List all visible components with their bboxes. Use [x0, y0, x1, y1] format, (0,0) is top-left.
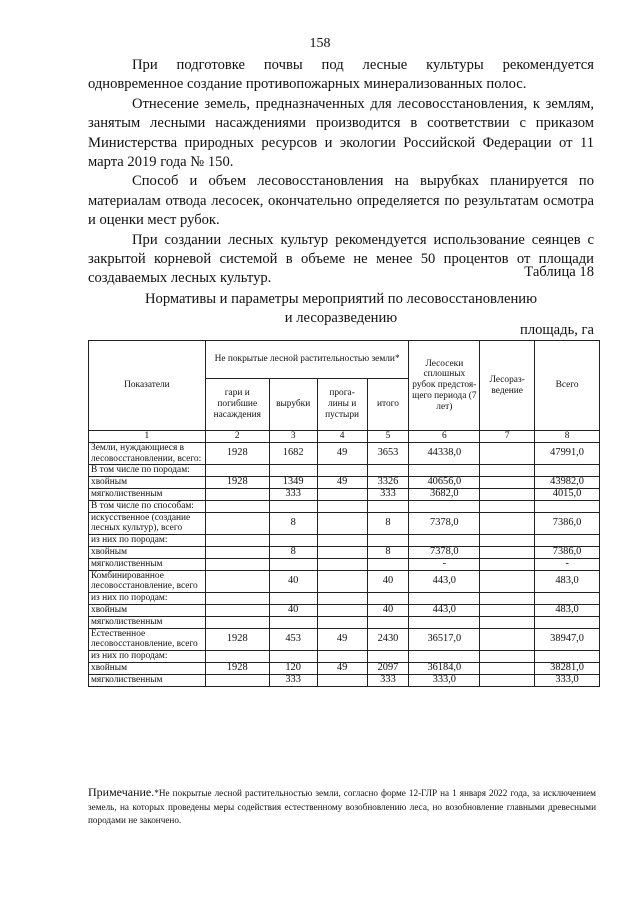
cell-value: [269, 500, 317, 512]
cell-value: [317, 488, 367, 500]
header-clearcuts: вырубки: [269, 379, 317, 431]
table-row: [89, 442, 600, 465]
cell-value: 38947,0: [535, 628, 600, 651]
table-row: [89, 593, 600, 605]
row-label: В том числе по породам:: [89, 465, 206, 477]
cell-value: [317, 535, 367, 547]
cell-value: [317, 558, 367, 570]
column-number: 3: [269, 431, 317, 443]
cell-value: 40: [269, 570, 317, 593]
cell-value: [205, 500, 269, 512]
cell-value: [367, 616, 409, 628]
cell-value: 7378,0: [409, 512, 480, 535]
column-number: 7: [480, 431, 535, 443]
cell-value: [480, 651, 535, 663]
cell-value: [409, 535, 480, 547]
note-label: Примечание.: [88, 785, 155, 799]
header-total: итого: [367, 379, 409, 431]
cell-value: 333: [367, 674, 409, 686]
cell-value: 43982,0: [535, 477, 600, 489]
column-number: 1: [89, 431, 206, 443]
cell-value: [317, 500, 367, 512]
cell-value: [367, 535, 409, 547]
cell-value: [409, 500, 480, 512]
cell-value: 47991,0: [535, 442, 600, 465]
cell-value: [269, 465, 317, 477]
table-row: [89, 512, 600, 535]
header-glades: прога-лины и пустыри: [317, 379, 367, 431]
cell-value: [480, 570, 535, 593]
cell-value: 1928: [205, 662, 269, 674]
row-label: мягколиственным: [89, 558, 206, 570]
row-label: хвойным: [89, 662, 206, 674]
paragraph: Способ и объем лесовосстановления на вырубках планируется по материалам отвода лесосек, окончательно определяется по результатам осмотра и оценки мест рубок.: [88, 173, 594, 229]
cell-value: 1682: [269, 442, 317, 465]
header-indicators: Показатели: [89, 341, 206, 431]
cell-value: [480, 604, 535, 616]
cell-value: [409, 465, 480, 477]
paragraph: При подготовке почвы под лесные культуры рекомендуется одновременное создание противопожарных минерализованных полос.: [88, 57, 594, 93]
cell-value: 333,0: [535, 674, 600, 686]
cell-value: 2430: [367, 628, 409, 651]
cell-value: [205, 558, 269, 570]
cell-value: [480, 535, 535, 547]
cell-value: [367, 593, 409, 605]
cell-value: [480, 546, 535, 558]
cell-value: [269, 616, 317, 628]
cell-value: 40: [367, 570, 409, 593]
row-label: из них по породам:: [89, 535, 206, 547]
cell-value: 49: [317, 442, 367, 465]
cell-value: 8: [269, 546, 317, 558]
cell-value: [480, 662, 535, 674]
cell-value: 7378,0: [409, 546, 480, 558]
header-burnt: гари и погибшие насаждения: [205, 379, 269, 431]
cell-value: [205, 674, 269, 686]
cell-value: [367, 500, 409, 512]
cell-value: [317, 593, 367, 605]
cell-value: 36517,0: [409, 628, 480, 651]
table-title-line: Нормативы и параметры мероприятий по лесовосстановлению: [145, 291, 537, 307]
cell-value: [535, 651, 600, 663]
cell-value: [367, 651, 409, 663]
row-label: Естественное лесовосстановление, всего: [89, 628, 206, 651]
cell-value: [205, 651, 269, 663]
cell-value: 333: [269, 674, 317, 686]
header-cutting-areas: Лесосеки сплошных рубок предстоя-щего периода (7 лет): [409, 341, 480, 431]
cell-value: 7386,0: [535, 512, 600, 535]
cell-value: 44338,0: [409, 442, 480, 465]
cell-value: 333,0: [409, 674, 480, 686]
cell-value: [269, 651, 317, 663]
cell-value: -: [535, 558, 600, 570]
column-number: 2: [205, 431, 269, 443]
cell-value: [205, 570, 269, 593]
cell-value: -: [409, 558, 480, 570]
cell-value: [535, 465, 600, 477]
row-label: хвойным: [89, 477, 206, 489]
cell-value: [535, 616, 600, 628]
body-text: [88, 56, 594, 289]
cell-value: 4015,0: [535, 488, 600, 500]
cell-value: [480, 674, 535, 686]
cell-value: [480, 500, 535, 512]
cell-value: 1928: [205, 442, 269, 465]
row-label: из них по породам:: [89, 651, 206, 663]
row-label: из них по породам:: [89, 593, 206, 605]
table-row: [89, 558, 600, 570]
table-row: [89, 616, 600, 628]
cell-value: [269, 558, 317, 570]
cell-value: [317, 616, 367, 628]
cell-value: [205, 512, 269, 535]
norms-table: [88, 340, 600, 687]
cell-value: 483,0: [535, 570, 600, 593]
column-number: 6: [409, 431, 480, 443]
cell-value: [317, 546, 367, 558]
cell-value: 40: [269, 604, 317, 616]
cell-value: [205, 465, 269, 477]
cell-value: 36184,0: [409, 662, 480, 674]
table-row: [89, 651, 600, 663]
header-afforestation: Лесораз-ведение: [480, 341, 535, 431]
row-label: В том числе по способам:: [89, 500, 206, 512]
cell-value: 8: [367, 546, 409, 558]
column-number: 8: [535, 431, 600, 443]
cell-value: [535, 500, 600, 512]
column-number: 5: [367, 431, 409, 443]
table-title: [88, 290, 594, 328]
cell-value: 40: [367, 604, 409, 616]
cell-value: [317, 604, 367, 616]
cell-value: [409, 616, 480, 628]
table-row: [89, 570, 600, 593]
table-row: [89, 535, 600, 547]
header-not-covered: Не покрытые лесной растительностью земли*: [205, 341, 409, 379]
cell-value: [480, 477, 535, 489]
cell-value: [205, 535, 269, 547]
cell-value: [317, 570, 367, 593]
cell-value: 49: [317, 628, 367, 651]
cell-value: 7386,0: [535, 546, 600, 558]
cell-value: [317, 651, 367, 663]
cell-value: 8: [367, 512, 409, 535]
cell-value: [480, 593, 535, 605]
cell-value: 38281,0: [535, 662, 600, 674]
row-label: мягколиственным: [89, 674, 206, 686]
table-unit: площадь, га: [520, 322, 594, 338]
row-label: Комбинированное лесовосстановление, всего: [89, 570, 206, 593]
table-number: Таблица 18: [524, 264, 594, 280]
cell-value: 40656,0: [409, 477, 480, 489]
table-title-line: и лесоразведению: [284, 310, 398, 326]
cell-value: 120: [269, 662, 317, 674]
table-row: [89, 674, 600, 686]
column-number: 4: [317, 431, 367, 443]
cell-value: [480, 558, 535, 570]
cell-value: 333: [367, 488, 409, 500]
cell-value: [205, 488, 269, 500]
cell-value: 453: [269, 628, 317, 651]
table-row: [89, 488, 600, 500]
cell-value: 333: [269, 488, 317, 500]
cell-value: [317, 465, 367, 477]
cell-value: 1349: [269, 477, 317, 489]
cell-value: [367, 558, 409, 570]
cell-value: [269, 593, 317, 605]
cell-value: [480, 442, 535, 465]
cell-value: [409, 651, 480, 663]
table-row: [89, 477, 600, 489]
paragraph: Отнесение земель, предназначенных для лесовосстановления, к землям, занятым лесными насаждениями производится в соответствии с приказом Министерства природных ресурсов и экологии Российской Федерации от 11 марта 2019 года № 150.: [88, 95, 594, 171]
cell-value: [535, 593, 600, 605]
cell-value: 3326: [367, 477, 409, 489]
row-label: Земли, нуждающиеся в лесовосстановлении, всего:: [89, 442, 206, 465]
cell-value: 2097: [367, 662, 409, 674]
table-row: [89, 628, 600, 651]
cell-value: [480, 616, 535, 628]
cell-value: [205, 546, 269, 558]
cell-value: [409, 593, 480, 605]
cell-value: [205, 604, 269, 616]
cell-value: 483,0: [535, 604, 600, 616]
cell-value: [317, 512, 367, 535]
cell-value: [205, 616, 269, 628]
cell-value: 49: [317, 477, 367, 489]
cell-value: [367, 465, 409, 477]
row-label: мягколиственным: [89, 488, 206, 500]
row-label: хвойным: [89, 604, 206, 616]
table-row: [89, 662, 600, 674]
column-number-row: [89, 431, 600, 443]
cell-value: 1928: [205, 628, 269, 651]
table-row: [89, 500, 600, 512]
row-label: искусственное (создание лесных культур), всего: [89, 512, 206, 535]
cell-value: [480, 465, 535, 477]
cell-value: [480, 512, 535, 535]
cell-value: 443,0: [409, 570, 480, 593]
cell-value: 8: [269, 512, 317, 535]
header-grand-total: Всего: [535, 341, 600, 431]
note-text: *Не покрытые лесной растительностью земли, согласно форме 12-ГЛР на 1 января 2022 года, за исключением земель, на которых проведены меры содействия естественному возобновлению леса, но возобновление главными древесными породами не закончено.: [88, 788, 596, 825]
cell-value: 443,0: [409, 604, 480, 616]
table-row: [89, 604, 600, 616]
cell-value: 1928: [205, 477, 269, 489]
cell-value: [269, 535, 317, 547]
cell-value: 3653: [367, 442, 409, 465]
table-row: [89, 465, 600, 477]
cell-value: [535, 535, 600, 547]
cell-value: [205, 593, 269, 605]
cell-value: 49: [317, 662, 367, 674]
row-label: хвойным: [89, 546, 206, 558]
cell-value: 3682,0: [409, 488, 480, 500]
paragraph: При создании лесных культур рекомендуется использование сеянцев с закрытой корневой системой в объеме не менее 50 процентов от площади создаваемых лесных культур.: [88, 231, 594, 287]
cell-value: [480, 628, 535, 651]
page-number: 158: [309, 36, 331, 51]
row-label: мягколиственным: [89, 616, 206, 628]
cell-value: [480, 488, 535, 500]
table-row: [89, 546, 600, 558]
table-note: [88, 786, 596, 828]
cell-value: [317, 674, 367, 686]
